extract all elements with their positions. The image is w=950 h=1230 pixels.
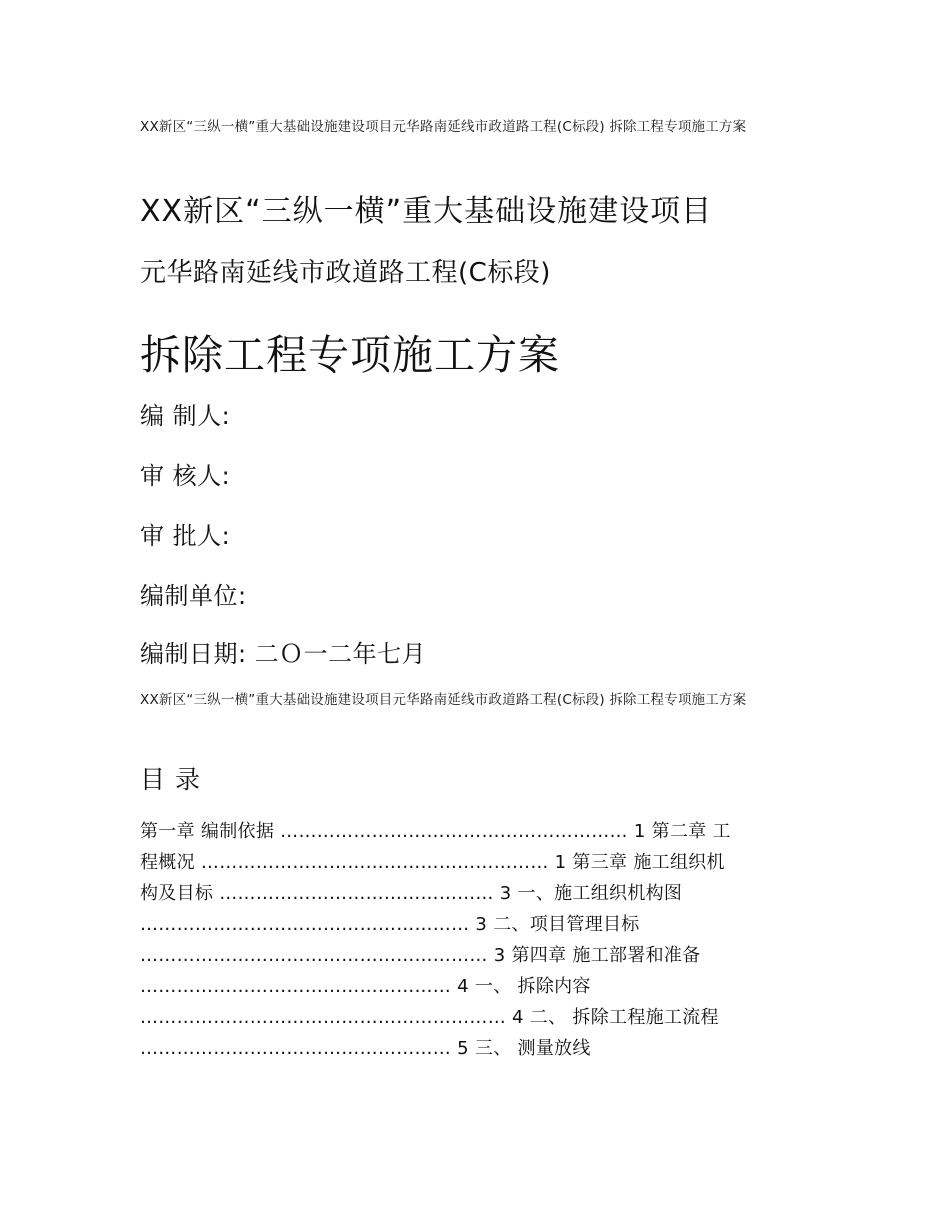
document-title: 拆除工程专项施工方案 [140,331,560,379]
approver-label: 审 批人: [140,522,231,550]
toc-line[interactable]: ………………………………………………… 3 第四章 施工部署和准备 [140,945,701,966]
table-of-contents [140,816,812,1064]
toc-line[interactable]: …………………………………………………… 4 二、 拆除工程施工流程 [140,1007,719,1028]
toc-line[interactable]: ……………………………………………… 3 二、项目管理目标 [140,914,640,935]
date-row [140,634,426,669]
project-title-line-2: 元华路南延线市政道路工程(C标段) [140,258,551,288]
toc-line[interactable]: 构及目标 ……………………………………… 3 一、施工组织机构图 [140,883,683,904]
running-header-second-page: XX新区“三纵一横”重大基础设施建设项目元华路南延线市政道路工程(C标段) 拆除工程专项施工方案 [140,692,747,708]
toc-line[interactable]: 程概况 ………………………………………………… 1 第三章 施工组织机 [140,852,725,873]
toc-line[interactable]: …………………………………………… 5 三、 测量放线 [140,1038,591,1059]
toc-title: 目 录 [140,765,201,794]
unit-label: 编制单位: [140,582,247,610]
reviewer-label: 审 核人: [140,462,231,490]
editor-label: 编 制人: [140,402,231,430]
running-header-top: XX新区“三纵一横”重大基础设施建设项目元华路南延线市政道路工程(C标段) 拆除工程专项施工方案 [140,119,747,135]
unit-row [140,576,247,611]
toc-line[interactable]: 第一章 编制依据 ………………………………………………… 1 第二章 工 [140,821,731,842]
date-value: 二Ｏ一二年七月 [254,640,427,668]
editor-row [140,396,230,431]
date-label: 编制日期: [140,640,247,668]
toc-line[interactable]: …………………………………………… 4 一、 拆除内容 [140,976,591,997]
approver-row [140,516,230,551]
reviewer-row [140,456,230,491]
project-title-line-1: XX新区“三纵一横”重大基础设施建设项目 [140,194,713,229]
